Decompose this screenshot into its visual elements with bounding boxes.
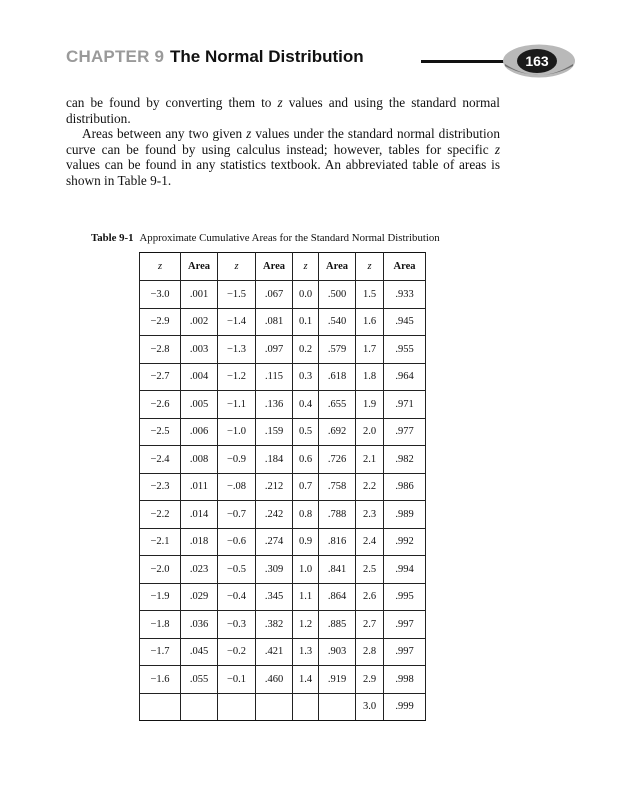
z-value-cell: −2.2 bbox=[140, 501, 181, 529]
col-header-area: Area bbox=[319, 253, 356, 281]
z-value-cell: 1.0 bbox=[293, 556, 319, 584]
z-value-cell: −0.1 bbox=[218, 666, 256, 694]
area-value-cell: .055 bbox=[181, 666, 218, 694]
z-value-cell: 2.7 bbox=[356, 611, 384, 639]
area-value-cell: .002 bbox=[181, 308, 218, 336]
area-value-cell: .309 bbox=[256, 556, 293, 584]
z-value-cell: −1.4 bbox=[218, 308, 256, 336]
z-value-cell: 0.3 bbox=[293, 363, 319, 391]
area-value-cell: .184 bbox=[256, 446, 293, 474]
area-value-cell bbox=[319, 693, 356, 721]
z-value-cell: 0.6 bbox=[293, 446, 319, 474]
table-row bbox=[140, 391, 426, 419]
z-value-cell: −1.9 bbox=[140, 583, 181, 611]
table-header-row bbox=[140, 253, 426, 281]
z-value-cell: 0.4 bbox=[293, 391, 319, 419]
z-value-cell: 0.5 bbox=[293, 418, 319, 446]
z-value-cell: 1.4 bbox=[293, 666, 319, 694]
area-value-cell: .903 bbox=[319, 638, 356, 666]
z-value-cell: −2.9 bbox=[140, 308, 181, 336]
z-value-cell: 0.7 bbox=[293, 473, 319, 501]
area-value-cell: .014 bbox=[181, 501, 218, 529]
z-value-cell: −2.4 bbox=[140, 446, 181, 474]
z-value-cell: 0.1 bbox=[293, 308, 319, 336]
z-value-cell: 2.0 bbox=[356, 418, 384, 446]
area-value-cell: .018 bbox=[181, 528, 218, 556]
area-value-cell: .212 bbox=[256, 473, 293, 501]
z-value-cell: 1.5 bbox=[356, 281, 384, 309]
area-value-cell: .986 bbox=[384, 473, 426, 501]
area-value-cell: .655 bbox=[319, 391, 356, 419]
area-value-cell: .579 bbox=[319, 336, 356, 364]
z-value-cell bbox=[293, 693, 319, 721]
area-value-cell: .788 bbox=[319, 501, 356, 529]
table-row bbox=[140, 308, 426, 336]
table-row bbox=[140, 528, 426, 556]
area-value-cell: .618 bbox=[319, 363, 356, 391]
z-value-cell: −2.3 bbox=[140, 473, 181, 501]
area-value-cell: .382 bbox=[256, 611, 293, 639]
area-value-cell: .995 bbox=[384, 583, 426, 611]
z-value-cell: 2.4 bbox=[356, 528, 384, 556]
area-value-cell: .500 bbox=[319, 281, 356, 309]
z-value-cell: −1.3 bbox=[218, 336, 256, 364]
areas-table bbox=[139, 252, 426, 721]
z-value-cell: 3.0 bbox=[356, 693, 384, 721]
table-caption bbox=[91, 232, 551, 244]
z-value-cell: 1.9 bbox=[356, 391, 384, 419]
area-value-cell: .421 bbox=[256, 638, 293, 666]
area-value-cell: .003 bbox=[181, 336, 218, 364]
z-value-cell: 0.9 bbox=[293, 528, 319, 556]
table-caption-label: Table 9-1 bbox=[91, 232, 134, 244]
z-value-cell: 2.8 bbox=[356, 638, 384, 666]
area-value-cell: .001 bbox=[181, 281, 218, 309]
z-value-cell: −0.2 bbox=[218, 638, 256, 666]
area-value-cell: .136 bbox=[256, 391, 293, 419]
body-text bbox=[66, 95, 500, 189]
z-value-cell: −0.9 bbox=[218, 446, 256, 474]
area-value-cell: .067 bbox=[256, 281, 293, 309]
area-value-cell: .997 bbox=[384, 611, 426, 639]
z-value-cell: 1.2 bbox=[293, 611, 319, 639]
area-value-cell: .692 bbox=[319, 418, 356, 446]
area-value-cell: .971 bbox=[384, 391, 426, 419]
z-value-cell: 2.6 bbox=[356, 583, 384, 611]
area-value-cell: .864 bbox=[319, 583, 356, 611]
z-value-cell: 1.1 bbox=[293, 583, 319, 611]
area-value-cell: .097 bbox=[256, 336, 293, 364]
area-value-cell: .919 bbox=[319, 666, 356, 694]
area-value-cell: .274 bbox=[256, 528, 293, 556]
area-value-cell: .998 bbox=[384, 666, 426, 694]
z-value-cell: −2.0 bbox=[140, 556, 181, 584]
area-value-cell: .540 bbox=[319, 308, 356, 336]
area-value-cell: .992 bbox=[384, 528, 426, 556]
z-value-cell: −1.7 bbox=[140, 638, 181, 666]
z-value-cell: 2.9 bbox=[356, 666, 384, 694]
paragraph-1: can be found by converting them to z values and using the standard normal distribution. bbox=[66, 95, 500, 126]
area-value-cell: .945 bbox=[384, 308, 426, 336]
table-row bbox=[140, 501, 426, 529]
z-value-cell: 1.6 bbox=[356, 308, 384, 336]
area-value-cell: .006 bbox=[181, 418, 218, 446]
area-value-cell: .345 bbox=[256, 583, 293, 611]
area-value-cell: .758 bbox=[319, 473, 356, 501]
area-value-cell: .115 bbox=[256, 363, 293, 391]
z-value-cell: −0.6 bbox=[218, 528, 256, 556]
area-value-cell: .726 bbox=[319, 446, 356, 474]
z-value-cell: −1.0 bbox=[218, 418, 256, 446]
z-value-cell: −2.5 bbox=[140, 418, 181, 446]
z-value-cell: −1.8 bbox=[140, 611, 181, 639]
chapter-label: CHAPTER 9 bbox=[66, 47, 165, 66]
area-value-cell: .005 bbox=[181, 391, 218, 419]
area-value-cell: .242 bbox=[256, 501, 293, 529]
chapter-title: The Normal Distribution bbox=[170, 47, 364, 66]
col-header-area: Area bbox=[181, 253, 218, 281]
z-value-cell: 1.8 bbox=[356, 363, 384, 391]
area-value-cell: .977 bbox=[384, 418, 426, 446]
col-header-area: Area bbox=[256, 253, 293, 281]
z-value-cell: 2.3 bbox=[356, 501, 384, 529]
area-value-cell: .933 bbox=[384, 281, 426, 309]
area-value-cell: .982 bbox=[384, 446, 426, 474]
area-value-cell: .029 bbox=[181, 583, 218, 611]
col-header-z: z bbox=[140, 253, 181, 281]
z-value-cell: −2.7 bbox=[140, 363, 181, 391]
area-value-cell: .023 bbox=[181, 556, 218, 584]
area-value-cell: .008 bbox=[181, 446, 218, 474]
z-value-cell: −1.2 bbox=[218, 363, 256, 391]
table-caption-text: Approximate Cumulative Areas for the Standard Normal Distribution bbox=[139, 232, 440, 244]
page-number-badge bbox=[502, 44, 576, 78]
z-value-cell: 1.7 bbox=[356, 336, 384, 364]
area-value-cell: .011 bbox=[181, 473, 218, 501]
area-value-cell: .004 bbox=[181, 363, 218, 391]
z-value-cell: −0.7 bbox=[218, 501, 256, 529]
z-value-cell: −2.1 bbox=[140, 528, 181, 556]
table-row bbox=[140, 473, 426, 501]
area-value-cell bbox=[181, 693, 218, 721]
area-value-cell bbox=[256, 693, 293, 721]
z-value-cell: −0.5 bbox=[218, 556, 256, 584]
area-value-cell: .460 bbox=[256, 666, 293, 694]
area-value-cell: .999 bbox=[384, 693, 426, 721]
table-row bbox=[140, 281, 426, 309]
col-header-area: Area bbox=[384, 253, 426, 281]
col-header-z: z bbox=[356, 253, 384, 281]
table-row bbox=[140, 418, 426, 446]
z-value-cell bbox=[140, 693, 181, 721]
z-value-cell: 2.2 bbox=[356, 473, 384, 501]
table-row bbox=[140, 611, 426, 639]
table-body bbox=[140, 281, 426, 721]
z-value-cell: 1.3 bbox=[293, 638, 319, 666]
z-value-cell: 0.2 bbox=[293, 336, 319, 364]
z-value-cell: −1.5 bbox=[218, 281, 256, 309]
page-header bbox=[66, 44, 576, 78]
area-value-cell: .994 bbox=[384, 556, 426, 584]
z-value-cell bbox=[218, 693, 256, 721]
z-value-cell: 2.5 bbox=[356, 556, 384, 584]
area-value-cell: .081 bbox=[256, 308, 293, 336]
area-value-cell: .997 bbox=[384, 638, 426, 666]
area-value-cell: .989 bbox=[384, 501, 426, 529]
z-value-cell: 0.8 bbox=[293, 501, 319, 529]
area-value-cell: .841 bbox=[319, 556, 356, 584]
z-value-cell: −2.6 bbox=[140, 391, 181, 419]
col-header-z: z bbox=[293, 253, 319, 281]
z-value-cell: −.08 bbox=[218, 473, 256, 501]
paragraph-2: Areas between any two given z values under the standard normal distribution curve can be found by using calculus instead; however, tables for specific z values can be found in any statistics textbook. An abbreviated table of areas is shown in Table 9-1. bbox=[66, 126, 500, 188]
table-row bbox=[140, 556, 426, 584]
table-row bbox=[140, 638, 426, 666]
table-row bbox=[140, 363, 426, 391]
z-value-cell: −1.1 bbox=[218, 391, 256, 419]
table-row bbox=[140, 336, 426, 364]
area-value-cell: .964 bbox=[384, 363, 426, 391]
z-value-cell: −2.8 bbox=[140, 336, 181, 364]
z-value-cell: −0.4 bbox=[218, 583, 256, 611]
area-value-cell: .816 bbox=[319, 528, 356, 556]
col-header-z: z bbox=[218, 253, 256, 281]
z-value-cell: −1.6 bbox=[140, 666, 181, 694]
table-row bbox=[140, 446, 426, 474]
area-value-cell: .955 bbox=[384, 336, 426, 364]
table-row bbox=[140, 693, 426, 721]
z-value-cell: 0.0 bbox=[293, 281, 319, 309]
table-row bbox=[140, 666, 426, 694]
area-value-cell: .045 bbox=[181, 638, 218, 666]
z-value-cell: 2.1 bbox=[356, 446, 384, 474]
area-value-cell: .159 bbox=[256, 418, 293, 446]
page-number: 163 bbox=[525, 53, 549, 69]
area-value-cell: .036 bbox=[181, 611, 218, 639]
z-value-cell: −0.3 bbox=[218, 611, 256, 639]
z-value-cell: −3.0 bbox=[140, 281, 181, 309]
table-row bbox=[140, 583, 426, 611]
area-value-cell: .885 bbox=[319, 611, 356, 639]
